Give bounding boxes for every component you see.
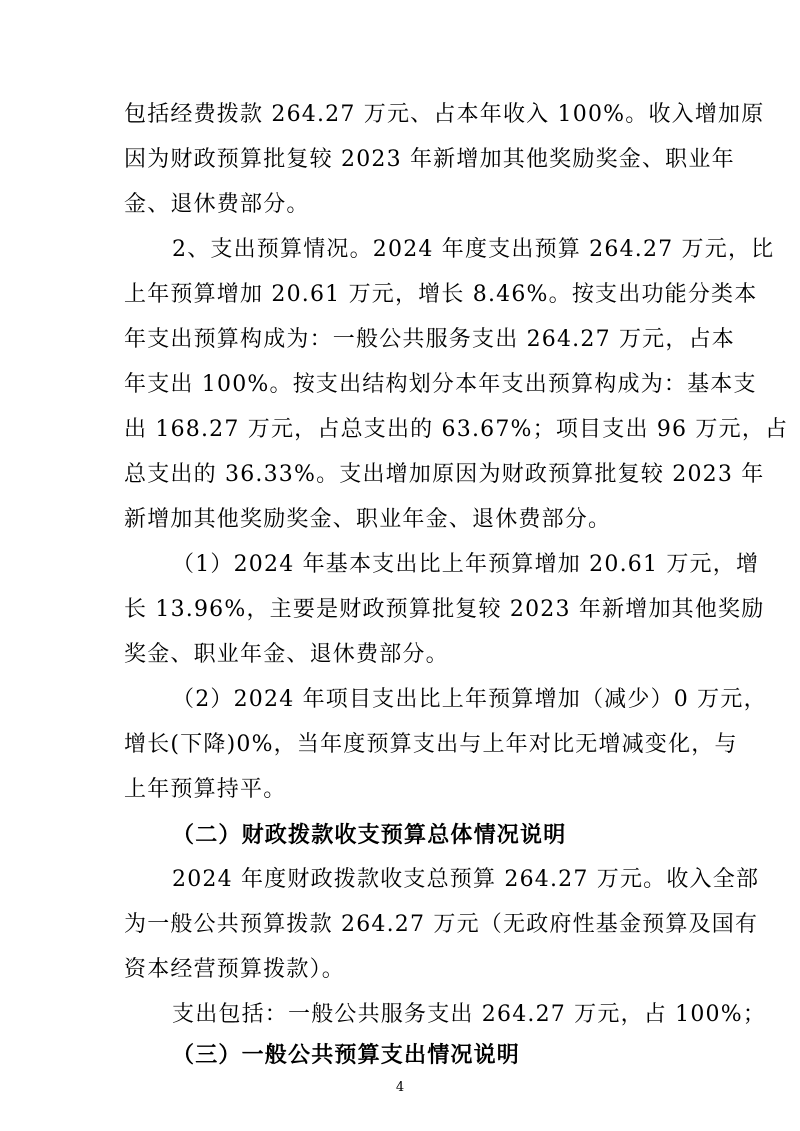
paragraph-line: （1）2024 年基本支出比上年预算增加 20.61 万元，增 bbox=[172, 552, 760, 577]
paragraph-line: 金、退休费部分。 bbox=[124, 192, 310, 217]
paragraph-line: 2、支出预算情况。2024 年度支出预算 264.27 万元，比 bbox=[172, 237, 775, 262]
paragraph-line: 增长(下降)0%，当年度预算支出与上年对比无增减变化，与 bbox=[124, 732, 738, 757]
paragraph-line: 长 13.96%，主要是财政预算批复较 2023 年新增加其他奖励 bbox=[124, 597, 765, 622]
section-heading: （二）财政拨款收支预算总体情况说明 bbox=[172, 822, 567, 848]
paragraph-line: （2）2024 年项目支出比上年预算增加（减少）0 万元， bbox=[172, 687, 767, 712]
paragraph-line: 为一般公共预算拨款 264.27 万元（无政府性基金预算及国有 bbox=[124, 912, 759, 937]
paragraph-line: 年支出 100%。按支出结构划分本年支出预算构成为：基本支 bbox=[124, 372, 757, 397]
paragraph-line: 因为财政预算批复较 2023 年新增加其他奖励奖金、职业年 bbox=[124, 147, 735, 172]
paragraph-line: 年支出预算构成为：一般公共服务支出 264.27 万元，占本 bbox=[124, 327, 735, 352]
paragraph-line: 2024 年度财政拨款收支总预算 264.27 万元。收入全部 bbox=[172, 867, 760, 892]
paragraph-line: 包括经费拨款 264.27 万元、占本年收入 100%。收入增加原 bbox=[124, 102, 765, 127]
paragraph-line: 奖金、职业年金、退休费部分。 bbox=[124, 642, 449, 667]
paragraph-line: 出 168.27 万元，占总支出的 63.67%；项目支出 96 万元，占 bbox=[124, 417, 789, 442]
paragraph-line: 总支出的 36.33%。支出增加原因为财政预算批复较 2023 年 bbox=[124, 462, 765, 487]
page-number: 4 bbox=[395, 1080, 405, 1095]
section-heading: （三）一般公共预算支出情况说明 bbox=[172, 1042, 521, 1068]
paragraph-line: 资本经营预算拨款）。 bbox=[124, 957, 346, 982]
paragraph-line: 新增加其他奖励奖金、职业年金、退休费部分。 bbox=[124, 507, 612, 532]
paragraph-line: 上年预算增加 20.61 万元，增长 8.46%。按支出功能分类本 bbox=[124, 282, 758, 307]
paragraph-line: 上年预算持平。 bbox=[124, 777, 287, 802]
paragraph-line: 支出包括：一般公共服务支出 264.27 万元，占 100%； bbox=[172, 1002, 767, 1027]
